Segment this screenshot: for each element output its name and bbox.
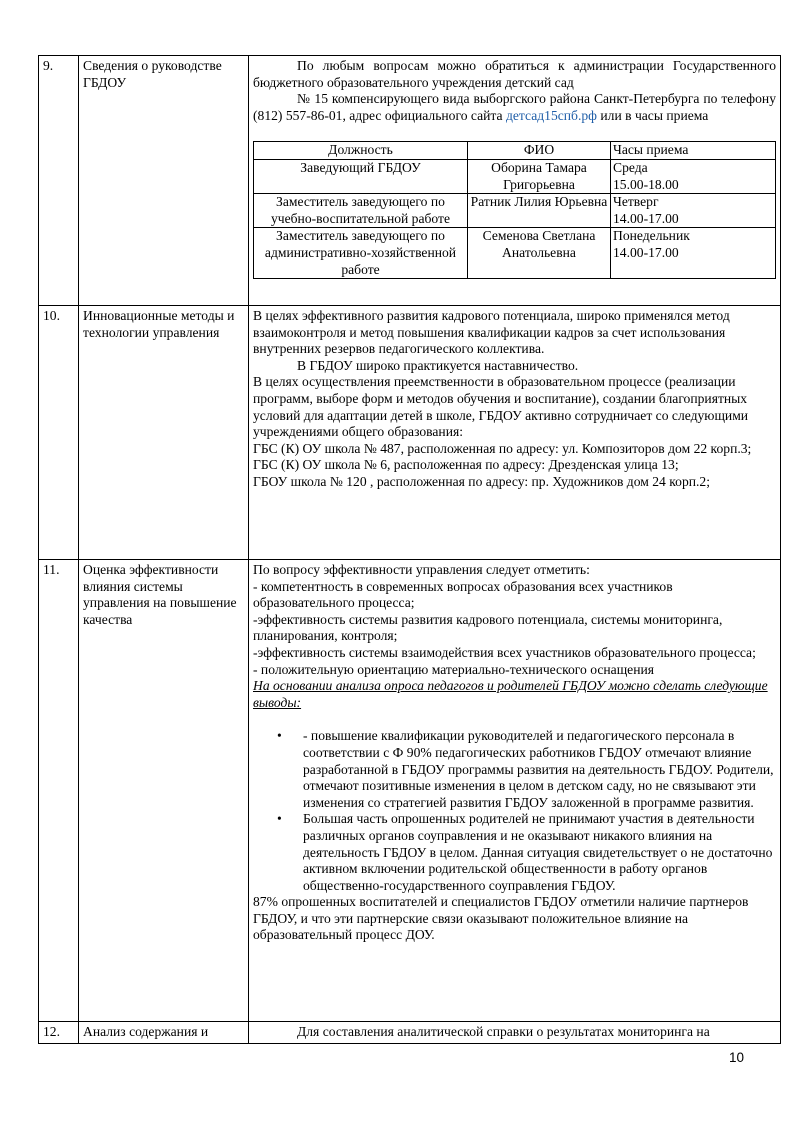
- report-table: [38, 55, 781, 1044]
- text: или в часы приема: [600, 107, 709, 123]
- staff-position: Заведующий ГБДОУ: [254, 159, 468, 193]
- hours-time: 15.00-18.00: [613, 176, 679, 192]
- row-number: 10.: [39, 306, 79, 560]
- row-number: 11.: [39, 560, 79, 1022]
- list-item: - положительную ориентацию материально-технического оснащения: [253, 661, 655, 677]
- bullet-icon: •: [277, 728, 282, 744]
- staff-name: Семенова Светлана Анатольевна: [468, 228, 611, 279]
- paragraph: ГБС (К) ОУ школа № 6, расположенная по адресу: Дрезденская улица 13;: [253, 457, 679, 473]
- row-content: [249, 306, 781, 560]
- row-content: [249, 56, 781, 306]
- bullet-text: - повышение квалификации руководителей и педагогического персонала в соответствии с Ф 90% педагогических работников ГБДОУ отмечают влияние разработанной в ГБДОУ программы развития на деятельность ГБДОУ. Родители, отмечают позитивные изменения в целом в детском саду, но не связывают эти изменения со стратегией развития ГБДОУ заложенной в программе развития.: [303, 728, 774, 810]
- paragraph: В ГБДОУ широко практикуется наставничество.: [297, 357, 579, 373]
- row-title: Сведения о руководстве ГБДОУ: [79, 56, 249, 306]
- paragraph: По вопросу эффективности управления следует отметить:: [253, 562, 590, 577]
- hours-day: Понедельник: [613, 228, 690, 244]
- staff-name: Ратник Лилия Юрьевна: [468, 194, 611, 228]
- paragraph: ГБС (К) ОУ школа № 487, расположенная по адресу: ул. Композиторов дом 22 корп.3;: [253, 440, 752, 456]
- page-number: 10: [729, 1050, 745, 1065]
- staff-hours: [611, 228, 776, 279]
- conclusion-heading: На основании анализа опроса педагогов и родителей ГБДОУ можно сделать следующие выводы:: [253, 678, 768, 710]
- table-row: [39, 306, 781, 560]
- table-row: [39, 560, 781, 1022]
- staff-table: [253, 141, 776, 279]
- bullet-list: [253, 728, 776, 894]
- header-cell: ФИО: [468, 142, 611, 160]
- paragraph: [253, 58, 776, 91]
- text: По любым вопросам можно обратиться к администрации Государственного бюджетного образовательного учреждения детский сад: [253, 58, 776, 90]
- paragraph: В целях эффективного развития кадрового потенциала, широко применялся метод взаимоконтроля и метод повышения квалификации кадров за счет использования внутренних резервов педагогического коллектива.: [253, 308, 730, 357]
- staff-position: Заместитель заведующего по административно-хозяйственной работе: [254, 228, 468, 279]
- list-item: [277, 728, 776, 811]
- list-item: -эффективность системы развития кадрового потенциала, системы мониторинга, планирования, контроля;: [253, 611, 723, 644]
- bullet-icon: •: [277, 811, 282, 827]
- staff-row: [254, 228, 776, 279]
- paragraph: [253, 91, 776, 124]
- text: № 15 компенсирующего вида выборгского района Санкт-Петербурга по телефону (812) 557-86-01, адрес официального сайта: [253, 91, 776, 123]
- paragraph: Для составления аналитической справки о результатах мониторинга на: [297, 1024, 710, 1039]
- row-number: 12.: [39, 1022, 79, 1044]
- list-item: [277, 811, 776, 894]
- hours-day: Среда: [613, 159, 648, 175]
- site-link[interactable]: детсад15спб.рф: [505, 107, 597, 123]
- paragraph: ГБОУ школа № 120 , расположенная по адресу: пр. Художников дом 24 корп.2;: [253, 473, 711, 489]
- list-item: - компетентность в современных вопросах образования всех участников образовательного процесса;: [253, 578, 673, 611]
- paragraph: В целях осуществления преемственности в образовательном процессе (реализации программ, выборе форм и методов обучения и воспитание), создании благоприятных условий для адаптации детей в школе, ГБДОУ активно сотрудничает со следующими учреждениями общего образования:: [253, 374, 749, 440]
- staff-hours: [611, 194, 776, 228]
- hours-time: 14.00-17.00: [613, 210, 679, 226]
- row-title: Анализ содержания и: [79, 1022, 249, 1044]
- row-content: [249, 1022, 781, 1044]
- header-cell: Должность: [254, 142, 468, 160]
- header-cell: Часы приема: [611, 142, 776, 160]
- row-title: Инновационные методы и технологии управления: [79, 306, 249, 560]
- staff-header-row: [254, 142, 776, 160]
- table-row: [39, 56, 781, 306]
- staff-row: [254, 159, 776, 193]
- paragraph: 87% опрошенных воспитателей и специалистов ГБДОУ отметили наличие партнеров ГБДОУ, и что эти партнерские связи оказывают положительное влияние на образовательный процесс ДОУ.: [253, 894, 749, 943]
- table-row: [39, 1022, 781, 1044]
- staff-hours: [611, 159, 776, 193]
- list-item: -эффективность системы взаимодействия всех участников образовательного процесса;: [253, 644, 756, 660]
- hours-time: 14.00-17.00: [613, 244, 679, 260]
- row-number: 9.: [39, 56, 79, 306]
- staff-position: Заместитель заведующего по учебно-воспитательной работе: [254, 194, 468, 228]
- row-title: Оценка эффективности влияния системы управления на повышение качества: [79, 560, 249, 1022]
- staff-row: [254, 194, 776, 228]
- staff-name: Оборина Тамара Григорьевна: [468, 159, 611, 193]
- row-content: [249, 560, 781, 1022]
- hours-day: Четверг: [613, 194, 659, 210]
- bullet-text: Большая часть опрошенных родителей не принимают участия в деятельности различных органов соуправления и не оказывают никакого влияния на деятельность ГБДОУ в целом. Данная ситуация свидетельствует о не достаточно активном включении родительской общественности в работу органов общественно-государственного соуправления ГБДОУ.: [303, 811, 773, 893]
